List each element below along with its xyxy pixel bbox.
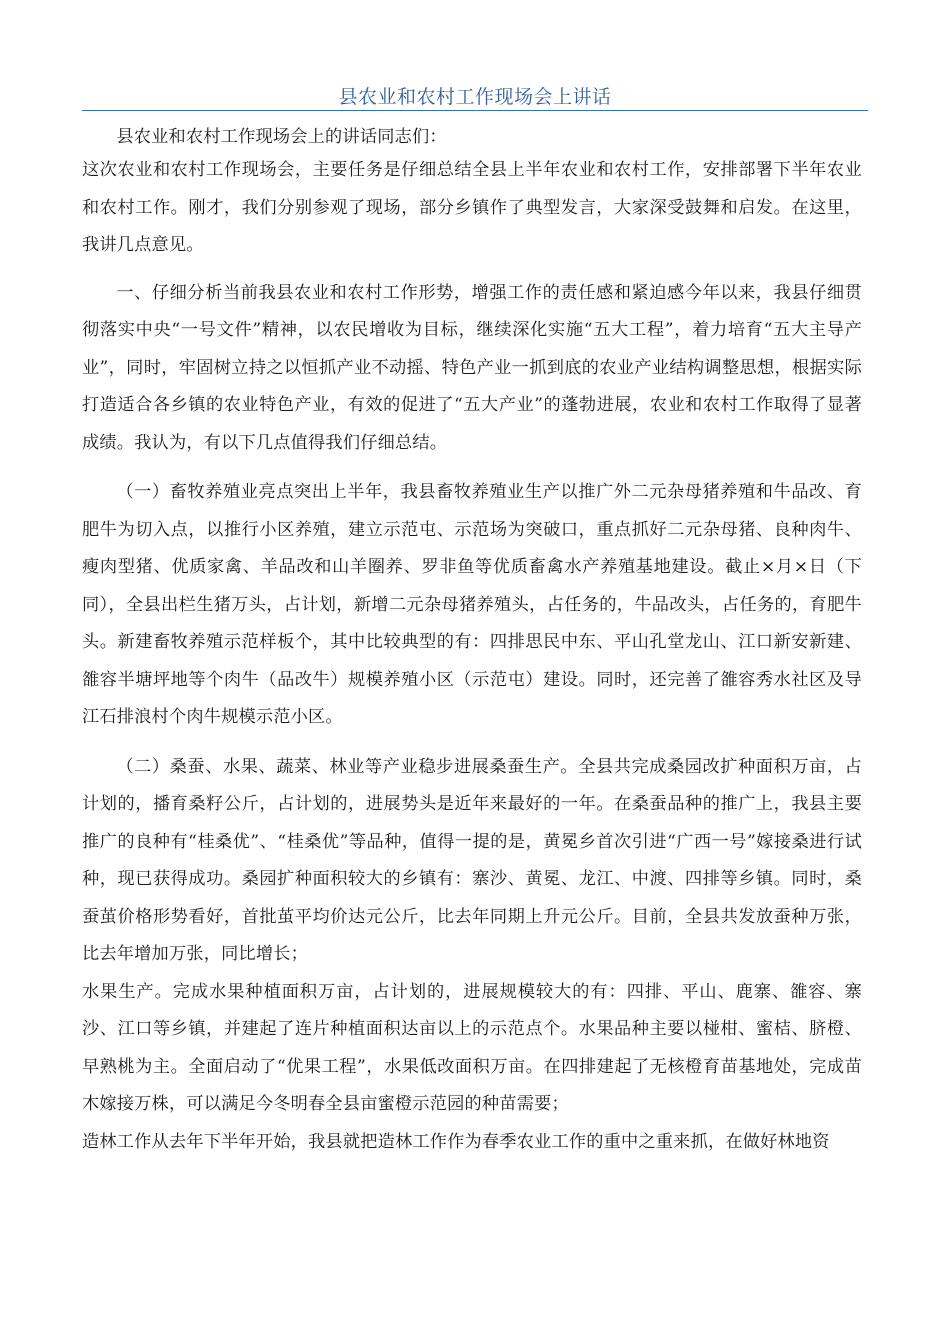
section-one-paragraph: 一、仔细分析当前我县农业和农村工作形势，增强工作的责任感和紧迫感今年以来，我县仔细贯彻落实中央“一号文件”精神，以农民增收为目标，继续深化实施“五大工程”，着力培育“五大主导产业”，同时，牢固树立持之以恒抓产业不动摇、特色产业一抓到底的农业产业结构调整思想，根据实际打造适合各乡镇的农业特色产业，有效的促进了“五大产业”的蓬勃进展，农业和农村工作取得了显著成绩。我认为，有以下几点值得我们仔细总结。: [82, 282, 862, 453]
fruit-production-paragraph: 水果生产。完成水果种植面积万亩，占计划的，进展规模较大的有：四排、平山、鹿寨、雒容、寨沙、江口等乡镇，并建起了连片种植面积达亩以上的示范点个。水果品种主要以椪柑、蜜桔、脐橙、早熟桃为主。全面启动了“优果工程”，水果低改面积万亩。在四排建起了无核橙育苗基地处，完成苗木嫁接万株，可以满足今冬明春全县亩蜜橙示范园的种苗需要；: [82, 981, 862, 1114]
livestock-paragraph: （一）畜牧养殖业亮点突出上半年，我县畜牧养殖业生产以推广外二元杂母猪养殖和牛品改、育肥牛为切入点，以推行小区养殖，建立示范屯、示范场为突破口，重点抓好二元杂母猪、良种肉牛、瘦肉型猪、优质家禽、羊品改和山羊圈养、罗非鱼等优质畜禽水产养殖基地建设。截止×月×日（下同），全县出栏生猪万头，占计划，新增二元杂母猪养殖头，占任务的，牛品改头，占任务的，育肥牛头。新建畜牧养殖示范样板个，其中比较典型的有：四排思民中东、平山孔堂龙山、江口新安新建、雒容半塘坪地等个肉牛（品改牛）规模养殖小区（示范屯）建设。同时，还完善了雒容秀水社区及导江石排浪村个肉牛规模示范小区。: [82, 482, 862, 727]
intro-paragraph: 这次农业和农村工作现场会，主要任务是仔细总结全县上半年农业和农村工作，安排部署下半年农业和农村工作。刚才，我们分别参观了现场，部分乡镇作了典型发言，大家深受鼓舞和启发。在这里，我讲几点意见。: [82, 160, 862, 255]
sericulture-paragraph: （二）桑蚕、水果、蔬菜、林业等产业稳步进展桑蚕生产。全县共完成桑园改扩种面积万亩，占计划的，播育桑籽公斤，占计划的，进展势头是近年来最好的一年。在桑蚕品种的推广上，我县主要推广的良种有“桂桑优”、“桂桑优”等品种，值得一提的是，黄冕乡首次引进“广西一号”嫁接桑进行试种，现已获得成功。桑园扩种面积较大的乡镇有：寨沙、黄冕、龙江、中渡、四排等乡镇。同时，桑蚕茧价格形势看好，首批茧平均价达元公斤，比去年同期上升元公斤。目前，全县共发放蚕种万张，比去年增加万张，同比增长；: [82, 756, 862, 964]
afforestation-paragraph: 造林工作从去年下半年开始，我县就把造林工作作为春季农业工作的重中之重来抓，在做好林地资: [82, 1131, 830, 1152]
salutation-paragraph: 县农业和农村工作现场会上的讲话同志们：: [116, 127, 447, 147]
document-title: 县农业和农村工作现场会上讲话: [338, 86, 612, 108]
document-header: [82, 80, 868, 111]
document-body: [82, 122, 862, 1161]
